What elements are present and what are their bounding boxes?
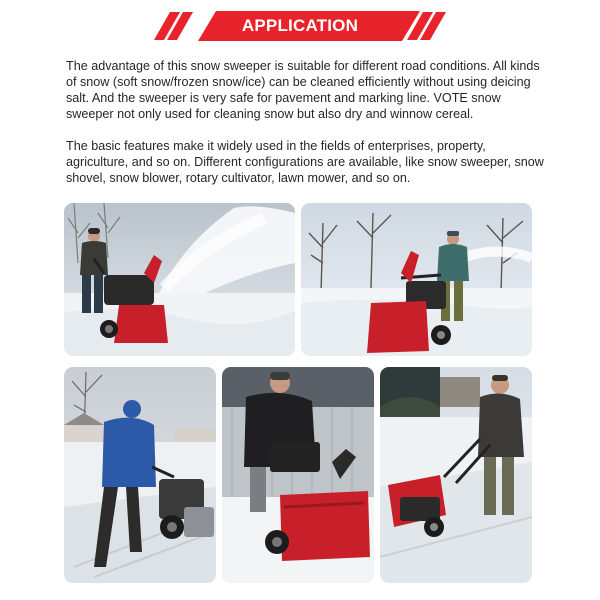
photo-snow-blower-in-yard <box>301 203 532 356</box>
banner-title: APPLICATION <box>241 16 359 35</box>
photo-black-jacket-red-blower <box>222 367 374 583</box>
photo-compact-blower-driveway <box>380 367 532 583</box>
features-paragraph: The basic features make it widely used in the fields of enterprises, property, agriculture, and so on. Different configurations are available, like snow sweeper, snow shovel, snow blower, rotary cultivator, lawn mower, and so on. <box>66 139 544 185</box>
photo-blue-jacket-street <box>64 367 216 583</box>
section-banner <box>150 10 450 42</box>
photo-snow-blower-throwing-snow <box>64 203 295 356</box>
intro-paragraph: The advantage of this snow sweeper is suitable for different road conditions. All kinds of snow (soft snow/frozen snow/ice) can be cleaned efficiently without using deicing salt. And the sweeper is very safe for pavement and marking line. VOTE snow sweeper not only used for cleaning snow but also dry and winnow cereal. <box>66 59 540 121</box>
